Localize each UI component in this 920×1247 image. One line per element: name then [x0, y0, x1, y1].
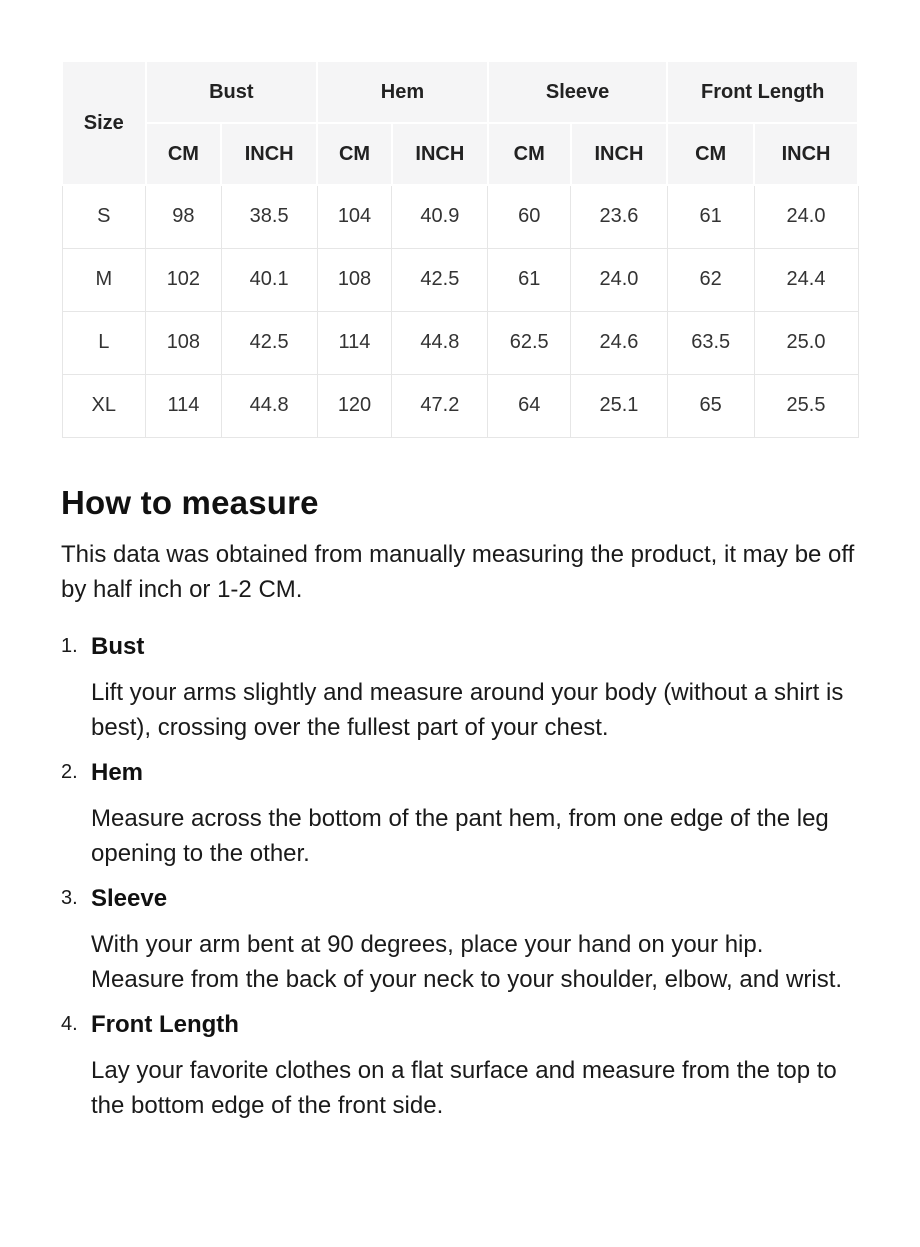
list-item-hem: [61, 755, 859, 871]
unit-header-hem-inch: INCH: [392, 123, 488, 185]
measurement-cell: 42.5: [392, 248, 488, 311]
measurement-cell: 38.5: [221, 185, 317, 248]
measure-instructions-list: [61, 629, 859, 1123]
item-number: 1.: [61, 634, 78, 657]
item-term: Hem: [91, 758, 144, 786]
measurement-cell: 40.1: [221, 248, 317, 311]
how-to-measure-heading: How to measure: [61, 483, 319, 521]
item-description: Measure across the bottom of the pant hem, from one edge of the leg opening to the other.: [91, 804, 829, 867]
measurement-cell: 44.8: [392, 311, 488, 374]
item-number: 4.: [61, 1012, 78, 1035]
measurement-cell: 25.5: [754, 374, 858, 437]
measurement-cell: 24.0: [571, 248, 668, 311]
unit-header-front-length-inch: INCH: [754, 123, 858, 185]
measurement-cell: 104: [317, 185, 392, 248]
table-row-m: [62, 248, 858, 311]
size-chart-table: [61, 60, 859, 438]
unit-header-front-length-cm: CM: [667, 123, 754, 185]
size-cell: L: [62, 311, 146, 374]
item-term: Front Length: [91, 1010, 239, 1038]
item-number: 2.: [61, 760, 78, 783]
group-header-row: [62, 61, 858, 123]
size-cell: XL: [62, 374, 146, 437]
measurement-cell: 25.0: [754, 311, 858, 374]
measurement-cell: 47.2: [392, 374, 488, 437]
list-item-bust: [61, 629, 859, 745]
measurement-cell: 102: [146, 248, 222, 311]
table-row-xl: [62, 374, 858, 437]
item-term: Bust: [91, 632, 145, 660]
size-chart-body: [62, 185, 858, 437]
measurement-cell: 108: [317, 248, 392, 311]
size-cell: M: [62, 248, 146, 311]
measure-intro-text: This data was obtained from manually measuring the product, it may be off by half inch or 1-2 CM.: [61, 540, 855, 603]
size-chart-header: [62, 61, 858, 185]
unit-header-bust-inch: INCH: [221, 123, 317, 185]
group-header-front-length: Front Length: [667, 61, 858, 123]
measurement-cell: 60: [488, 185, 571, 248]
size-column-header: Size: [62, 61, 146, 185]
size-cell: S: [62, 185, 146, 248]
measurement-cell: 108: [146, 311, 222, 374]
measurement-cell: 40.9: [392, 185, 488, 248]
table-row-s: [62, 185, 858, 248]
unit-header-sleeve-cm: CM: [488, 123, 571, 185]
list-item-front-length: [61, 1007, 859, 1123]
group-header-sleeve: Sleeve: [488, 61, 667, 123]
measurement-cell: 61: [667, 185, 754, 248]
unit-header-hem-cm: CM: [317, 123, 392, 185]
measurement-cell: 44.8: [221, 374, 317, 437]
measurement-cell: 65: [667, 374, 754, 437]
measurement-cell: 114: [317, 311, 392, 374]
item-number: 3.: [61, 886, 78, 909]
measurement-cell: 114: [146, 374, 222, 437]
item-description: With your arm bent at 90 degrees, place your hand on your hip. Measure from the back of your neck to your shoulder, elbow, and wrist.: [91, 930, 843, 993]
measurement-cell: 98: [146, 185, 222, 248]
unit-header-row: [62, 123, 858, 185]
measurement-cell: 62: [667, 248, 754, 311]
unit-header-sleeve-inch: INCH: [571, 123, 668, 185]
table-row-l: [62, 311, 858, 374]
item-term: Sleeve: [91, 884, 168, 912]
measurement-cell: 24.4: [754, 248, 858, 311]
measurement-cell: 64: [488, 374, 571, 437]
measurement-cell: 120: [317, 374, 392, 437]
measurement-cell: 24.6: [571, 311, 668, 374]
measurement-cell: 23.6: [571, 185, 668, 248]
group-header-hem: Hem: [317, 61, 488, 123]
unit-header-bust-cm: CM: [146, 123, 222, 185]
measurement-cell: 61: [488, 248, 571, 311]
measurement-cell: 63.5: [667, 311, 754, 374]
item-description: Lift your arms slightly and measure around your body (without a shirt is best), crossing over the fullest part of your chest.: [91, 678, 844, 741]
group-header-bust: Bust: [146, 61, 318, 123]
measurement-cell: 42.5: [221, 311, 317, 374]
item-description: Lay your favorite clothes on a flat surface and measure from the top to the bottom edge of the front side.: [91, 1056, 837, 1119]
list-item-sleeve: [61, 881, 859, 997]
measurement-cell: 24.0: [754, 185, 858, 248]
measurement-cell: 62.5: [488, 311, 571, 374]
measurement-cell: 25.1: [571, 374, 668, 437]
